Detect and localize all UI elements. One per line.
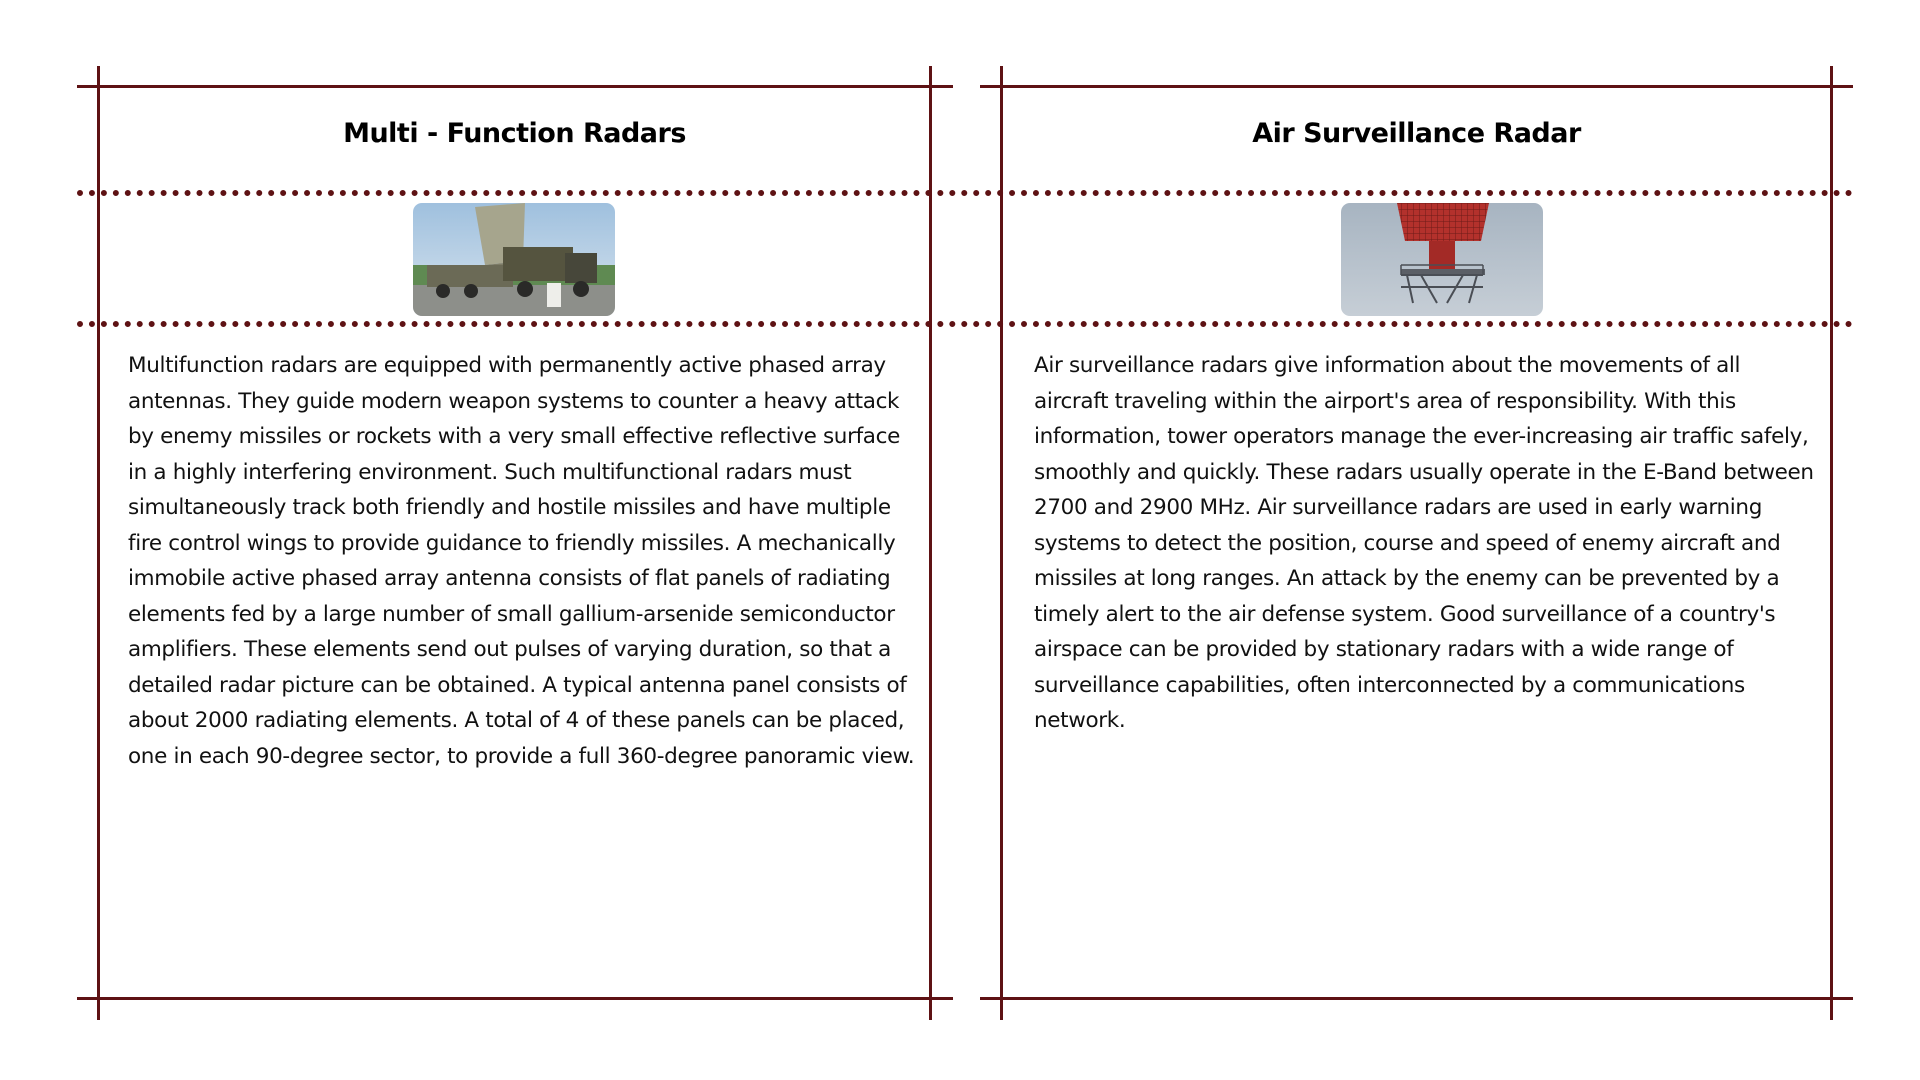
card-title: Multi - Function Radars: [343, 118, 686, 149]
card-frame-right-inner-edge: [1000, 66, 1003, 1020]
card-frame-left-inner-edge: [929, 66, 932, 1020]
card-frame-top-right: [980, 85, 1853, 88]
card-frame-bottom-left: [77, 997, 953, 1000]
card-frame-top-left: [77, 85, 953, 88]
card-frame-right-edge: [1830, 66, 1833, 1020]
card-body-text: Multifunction radars are equipped with permanently active phased array antennas. They guide modern weapon systems to counter a heavy attack by enemy missiles or rockets with a very small effective reflective surface in a highly interfering environment. Such multifunctional radars must simultaneously track both friendly and hostile missiles and have multiple fire control wings to provide guidance to friendly missiles. A mechanically immobile active phased array antenna consists of flat panels of radiating elements fed by a large number of small gallium-arsenide semiconductor amplifiers. These elements send out pulses of varying duration, so that a detailed radar picture can be obtained. A typical antenna panel consists of about 2000 radiating elements. A total of 4 of these panels can be placed, one in each 90-degree sector, to provide a full 360-degree panoramic view.: [128, 353, 915, 769]
dotted-divider-top: [77, 190, 1853, 196]
multifunction-radar-image: [413, 203, 615, 316]
dotted-divider-bottom: [77, 321, 1853, 327]
air-surveillance-radar-image: [1341, 203, 1543, 316]
card-title: Air Surveillance Radar: [1252, 118, 1581, 149]
card-frame-bottom-right: [980, 997, 1853, 1000]
card-frame-left-edge: [97, 66, 100, 1020]
card-body-text: Air surveillance radars give information about the movements of all aircraft traveling within the airport's area of responsibility. With this information, tower operators manage the ever-increasing air traffic safely, smoothly and quickly. These radars usually operate in the E-Band between 2700 and 2900 MHz. Air surveillance radars are used in early warning systems to detect the position, course and speed of enemy aircraft and missiles at long ranges. An attack by the enemy can be prevented by a timely alert to the air defense system. Good surveillance of a country's airspace can be provided by stationary radars with a wide range of surveillance capabilities, often interconnected by a communications network.: [1034, 353, 1814, 733]
